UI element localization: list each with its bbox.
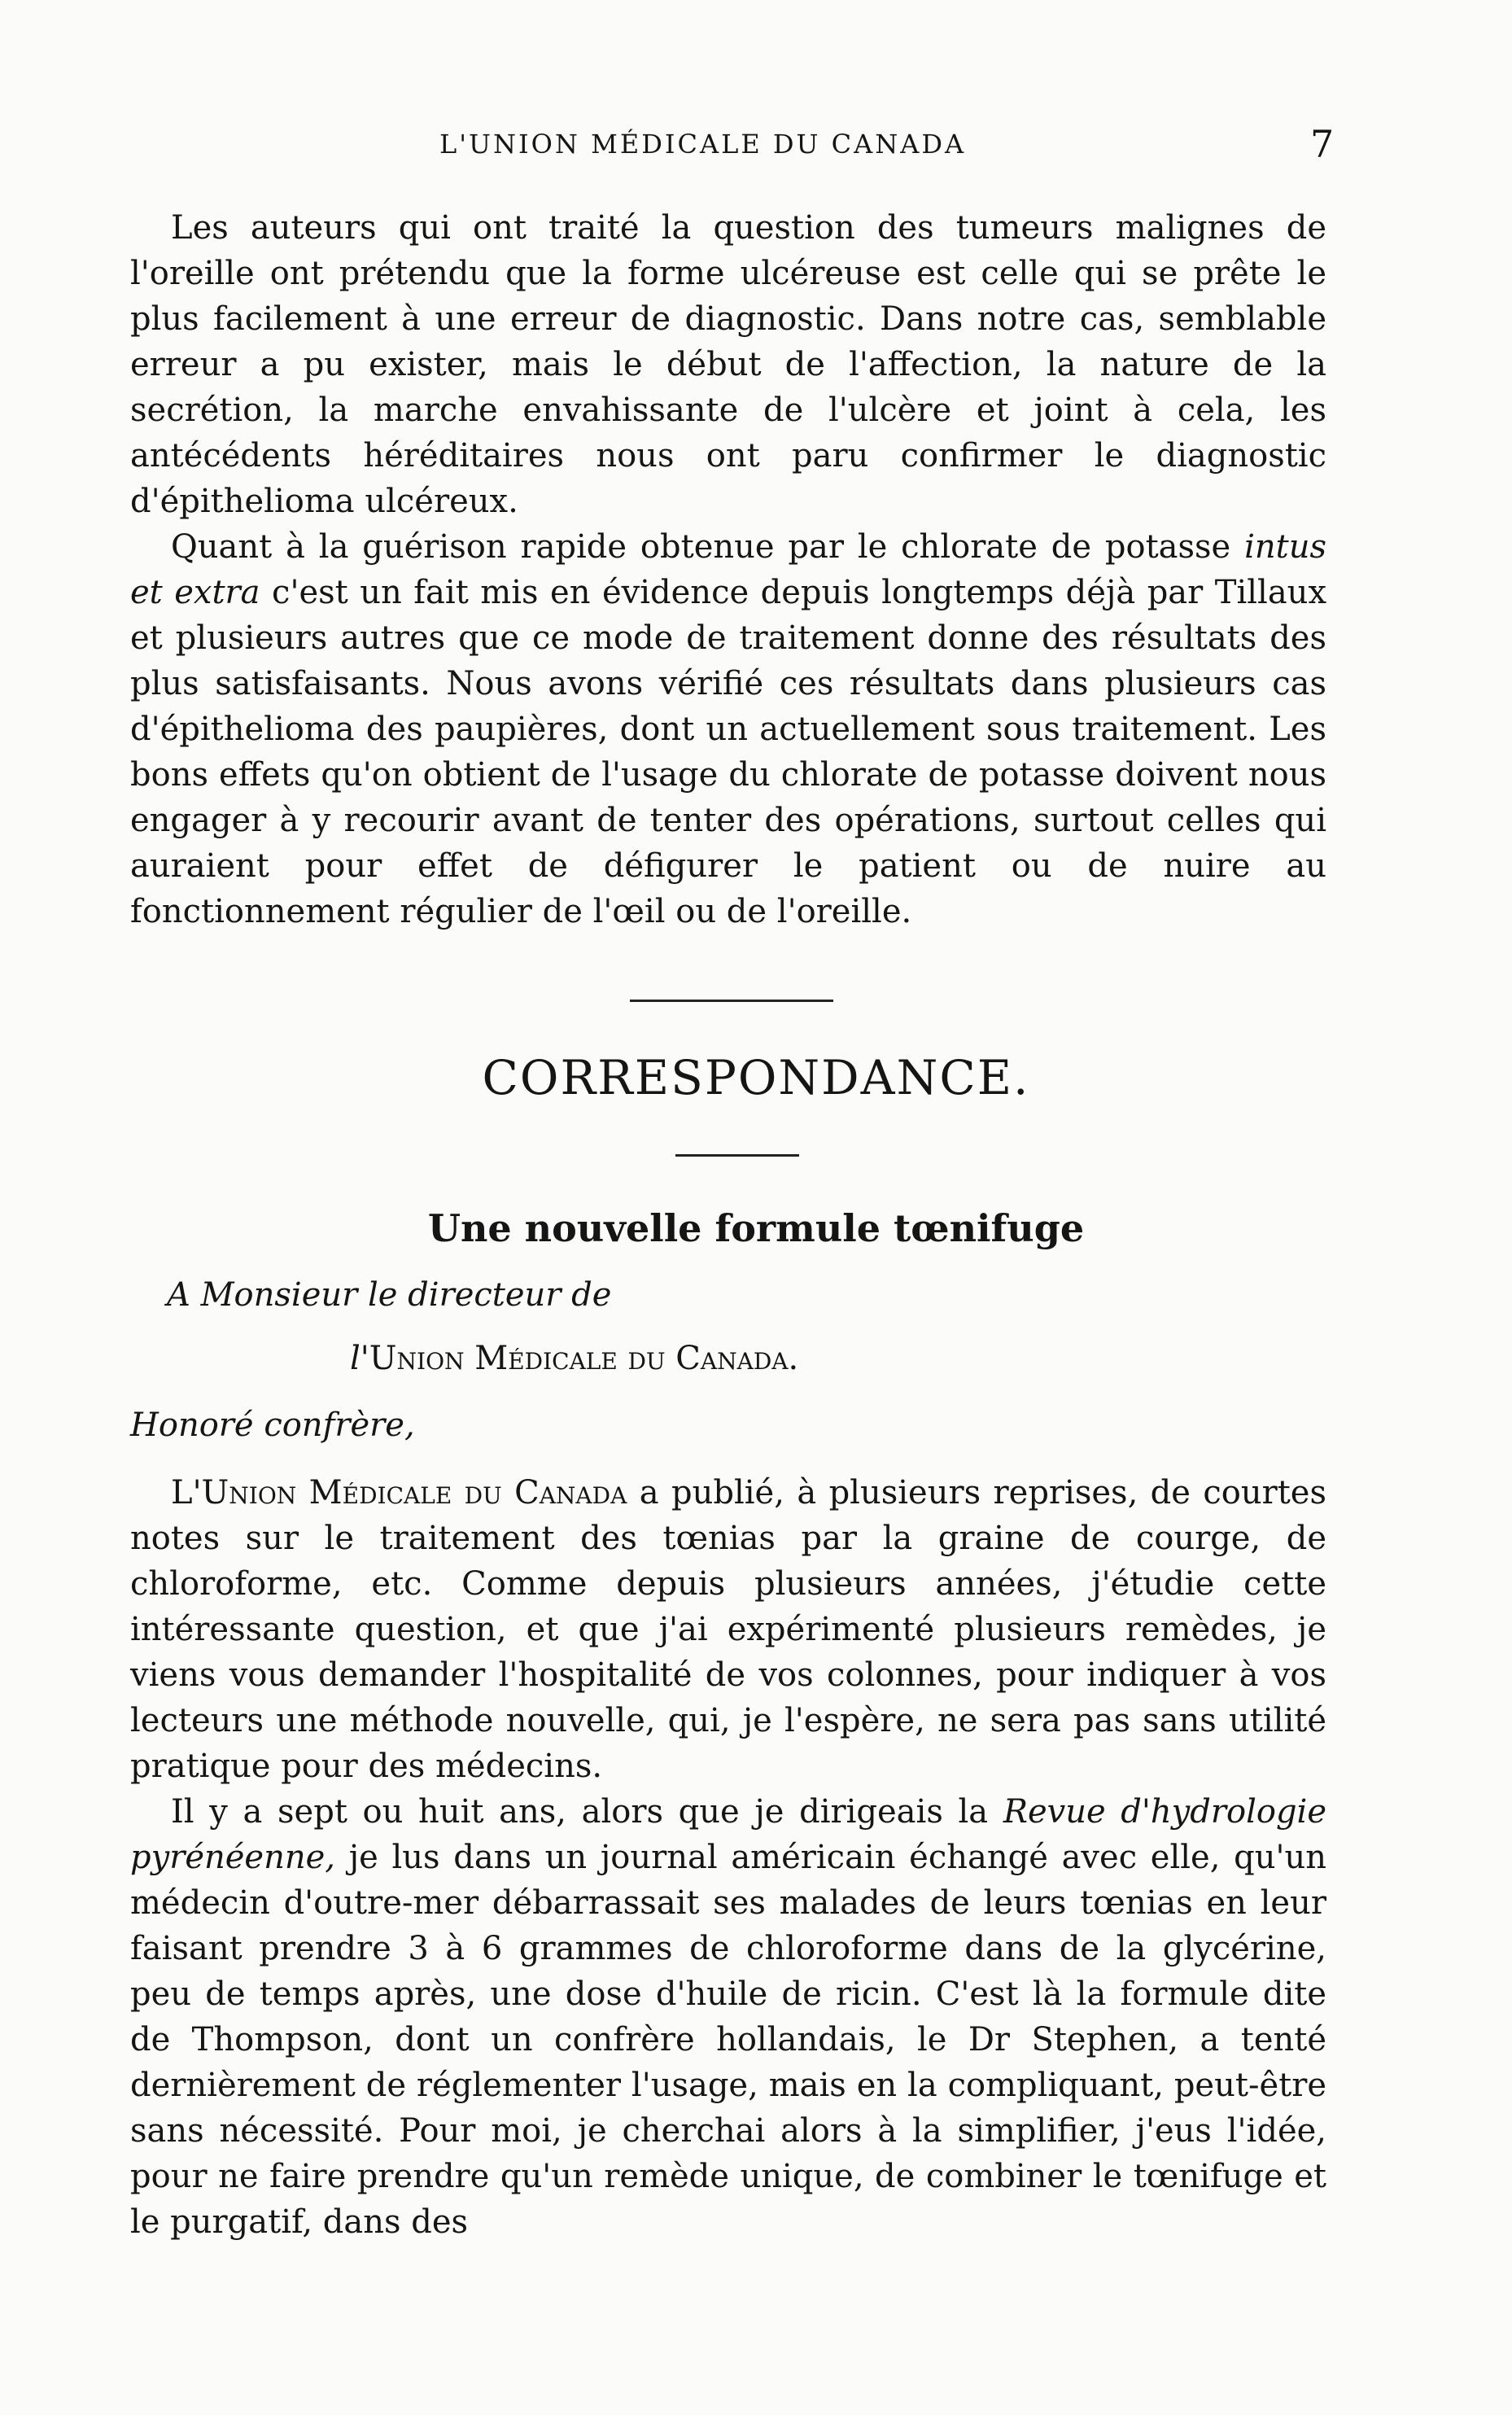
section-title: CORRESPONDANCE.: [482, 1050, 1030, 1105]
journal-title: Revue d'hydrologie pyrénéenne,: [130, 1793, 1327, 1876]
letter-greeting: Honoré confrère,: [130, 1407, 415, 1444]
paragraph-text: a publié, à plusieurs reprises, de courtes notes sur le traitement des tœnias par la graine de courge, de chloroforme, etc. Comme depuis plusieurs années, j'étudie cette intéressante question, et que j'ai expérimenté plusieurs remèdes, je viens vous demander l'hospitalité de vos colonnes, pour indiquer à vos lecteurs une méthode nouvelle, qui, je l'espère, ne sera pas sans utilité pratique pour des médecins.: [130, 1474, 1326, 1785]
section-rule-top: [630, 1000, 833, 1002]
letter-address-line2: [350, 1340, 798, 1377]
paragraph-text: je lus dans un journal américain échangé avec elle, qu'un médecin d'outre-mer débarrassait ses malades de leurs tœnias en leur faisant prendre 3 à 6 grammes de chloroforme dans de la glycérine, peu de temps après, une dose d'huile de ricin. C'est là la formule dite de Thompson, dont un confrère hollandais, le Dr Stephen, a tenté dernièrement de réglementer l'usage, mais en la compliquant, peut-être sans nécessité. Pour moi, je cherchai alors à la simplifier, j'eus l'idée, pour ne faire prendre qu'un remède unique, de combiner le tœnifuge et le purgatif, dans des: [130, 1839, 1326, 2241]
paragraph: [130, 205, 1326, 524]
journal-name: L'Union Médicale du Canada: [171, 1474, 627, 1512]
paragraph-text: Les auteurs qui ont traité la question des tumeurs malignes de l'oreille ont prétendu que la forme ulcéreuse est celle qui se prête le plus facilement à une erreur de diagnostic. Dans notre cas, semblable erreur a pu exister, mais le début de l'affection, la nature de la secrétion, la marche envahissante de l'ulcère et joint à cela, les antécédents héréditaires nous ont paru confirmer le diagnostic d'épithelioma ulcéreux.: [130, 209, 1326, 520]
paragraph: [130, 1470, 1326, 1789]
paragraph: [130, 524, 1326, 934]
paragraph-text: c'est un fait mis en évidence depuis longtemps déjà par Tillaux et plusieurs autres que ce mode de traitement donne des résultats des plus satisfaisants. Nous avons vérifié ces résultats dans plusieurs cas d'épithelioma des paupières, dont un actuellement sous traitement. Les bons effets qu'on obtient de l'usage du chlorate de potasse doivent nous engager à y recourir avant de tenter des opérations, surtout celles qui auraient pour effet de défigurer le patient ou de nuire au fonctionnement régulier de l'œil ou de l'oreille.: [130, 574, 1327, 930]
journal-name: Union Médicale du Canada.: [369, 1340, 799, 1377]
paragraph-text: Quant à la guérison rapide obtenue par le chlorate de potasse: [171, 528, 1231, 566]
page-number: 7: [1310, 122, 1335, 166]
article-subtitle: Une nouvelle formule tœnifuge: [427, 1206, 1085, 1250]
paragraph-text: Il y a sept ou huit ans, alors que je dirigeais la: [171, 1793, 989, 1831]
section-rule-bottom: [675, 1154, 799, 1157]
latin-phrase: intus et extra: [130, 528, 1326, 611]
letter-address-line1: A Monsieur le directeur de: [167, 1276, 612, 1314]
letter-body: [130, 1470, 1326, 2245]
paragraph: [130, 1789, 1326, 2245]
running-title: L'UNION MÉDICALE DU CANADA: [439, 129, 967, 160]
address-prefix: l': [350, 1340, 369, 1377]
article-conclusion: [130, 205, 1326, 934]
running-head: [0, 122, 1512, 168]
